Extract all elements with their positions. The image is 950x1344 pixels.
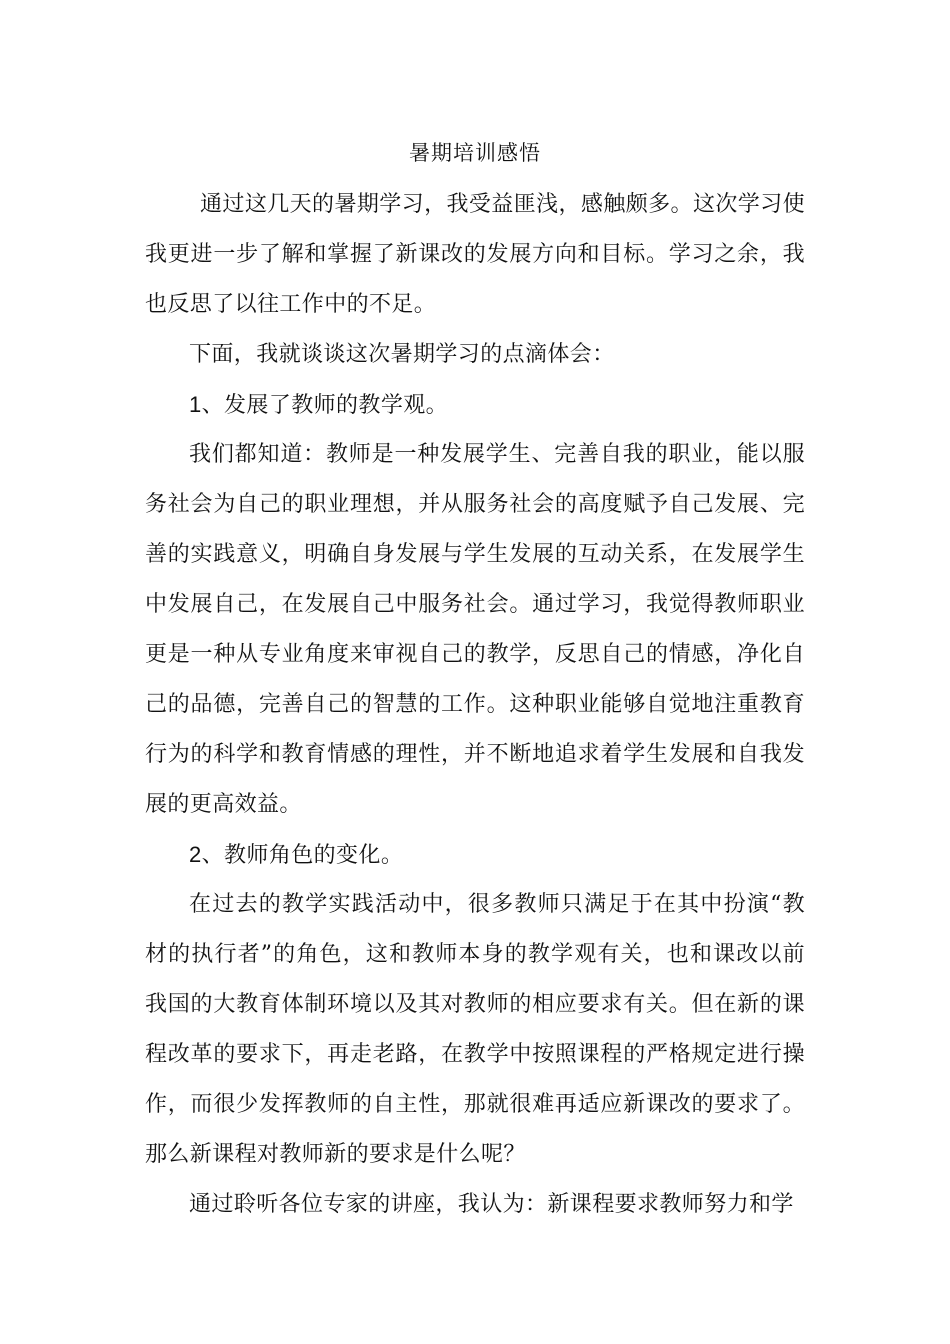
paragraph-expert-lectures: 通过聆听各位专家的讲座，我认为：新课程要求教师努力和学: [189, 1192, 794, 1217]
paragraph-overview: 下面，我就谈谈这次暑期学习的点滴体会：: [189, 342, 615, 367]
paragraph-teaching-view: 我们都知道：教师是一种发展学生、完善自我的职业，能以服务社会为自己的职业理想，并从服务社会的高度赋予自己发展、完善的实践意义，明确自身发展与学生发展的互动关系，在发展学生中发展自己，在发展自己中服务社会。通过学习，我觉得教师职业更是一种从专业角度来审视自己的教学，反思自己的情感，净化自己的品德，完善自己的智慧的工作。这种职业能够自觉地注重教育行为的科学和教育情感的理性，并不断地追求着学生发展和自我发展的更高效益。: [145, 442, 805, 817]
document-body: [145, 180, 805, 1230]
paragraph-intro: 通过这几天的暑期学习，我受益匪浅，感触颇多。这次学习使我更进一步了解和掌握了新课改的发展方向和目标。学习之余，我也反思了以往工作中的不足。: [145, 192, 805, 317]
paragraph-role-change: 在过去的教学实践活动中，很多教师只满足于在其中扮演“教材的执行者”的角色，这和教师本身的教学观有关，也和课改以前我国的大教育体制环境以及其对教师的相应要求有关。但在新的课程改革的要求下，再走老路，在教学中按照课程的严格规定进行操作，而很少发挥教师的自主性，那就很难再适应新课改的要求了。那么新课程对教师新的要求是什么呢？: [145, 892, 805, 1167]
section-heading-1: 1、发展了教师的教学观。: [189, 392, 449, 417]
document-title: 暑期培训感悟: [409, 141, 541, 165]
section-heading-2: 2、教师角色的变化。: [189, 842, 404, 867]
